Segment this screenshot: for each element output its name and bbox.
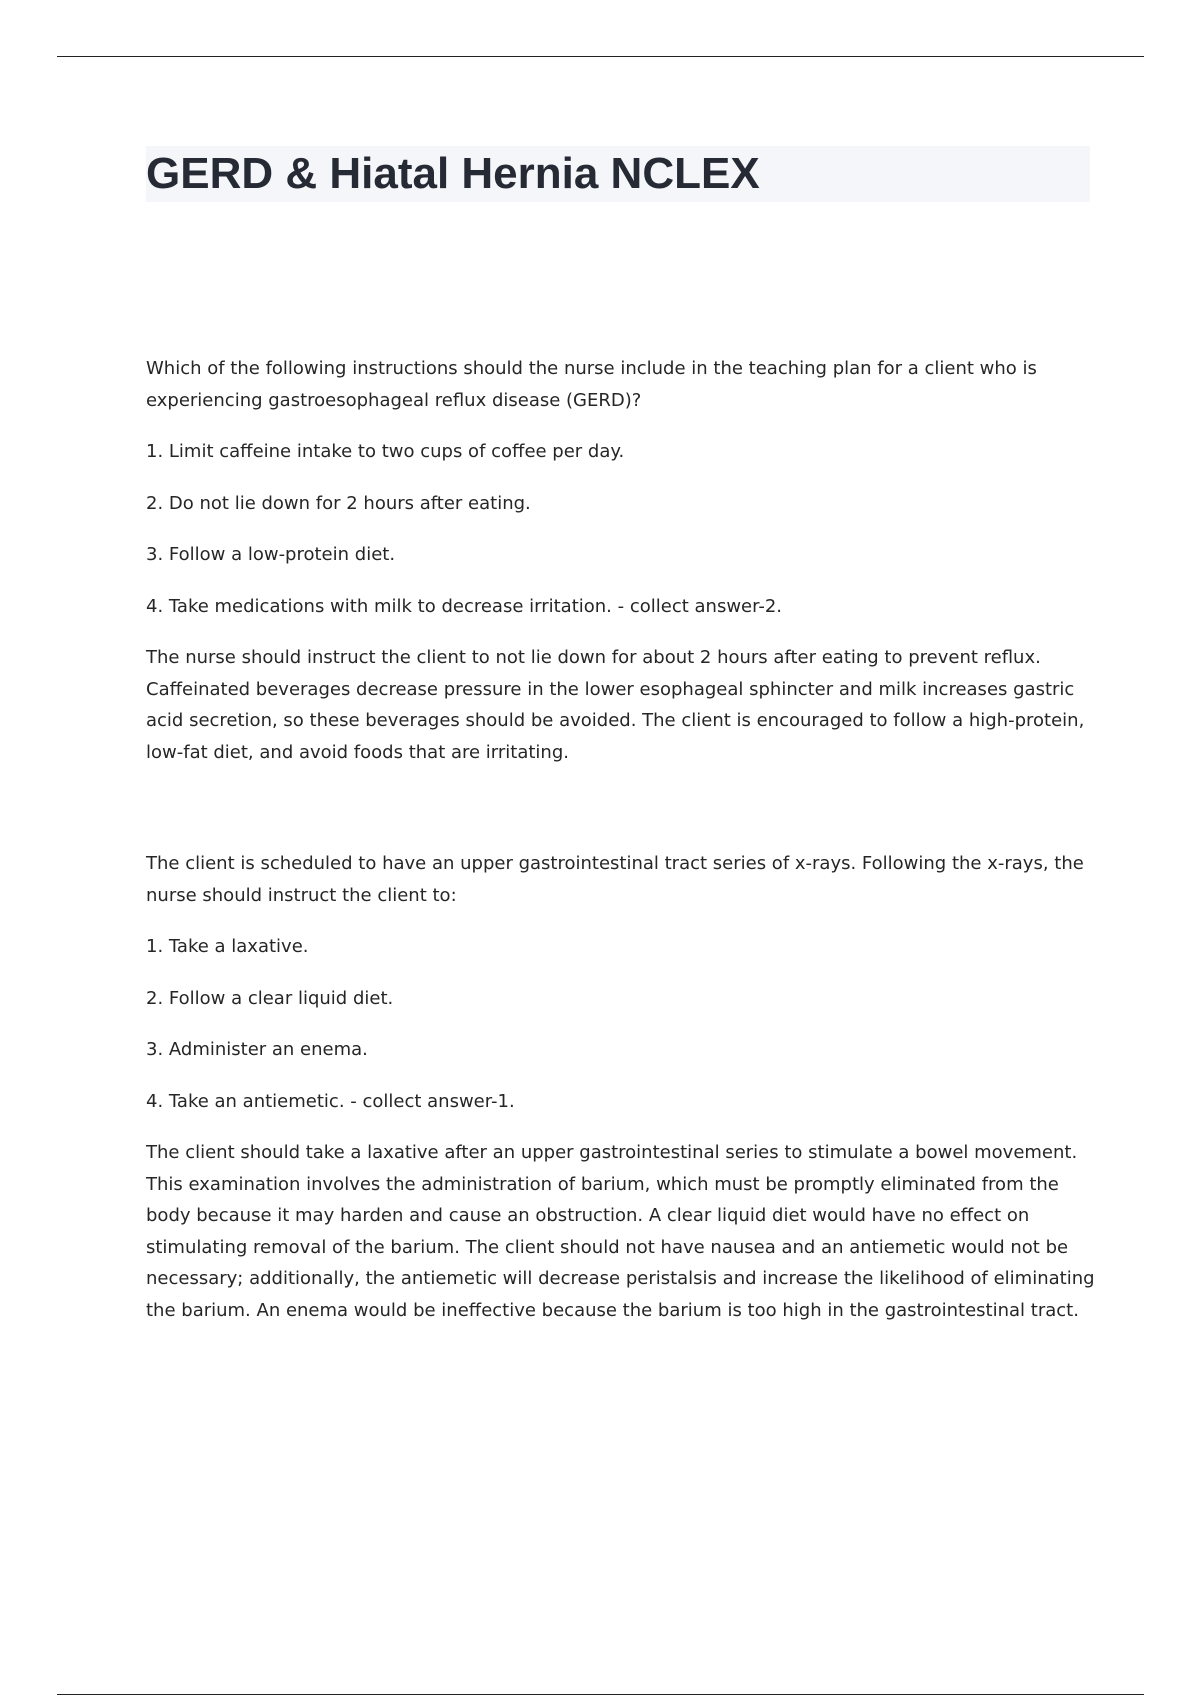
- answer-option-2: 2. Follow a clear liquid diet.: [146, 987, 394, 1009]
- section-spacer: [146, 788, 1096, 848]
- question-text: Which of the following instructions should the nurse include in the teaching plan for a client who is experiencing gastroesophageal reflux disease (GERD)?: [146, 358, 1037, 411]
- document-body: [146, 353, 1096, 1346]
- question-text: The client is scheduled to have an upper gastrointestinal tract series of x-rays. Following the x-rays, the nurse should instruct the client to:: [146, 853, 1084, 906]
- question-block-1: [146, 353, 1096, 768]
- answer-option-1: 1. Take a laxative.: [146, 936, 309, 957]
- question-block-2: [146, 848, 1096, 1326]
- answer-option-1: 1. Limit caffeine intake to two cups of coffee per day.: [146, 441, 625, 462]
- answer-option-3: 3. Administer an enema.: [146, 1039, 368, 1060]
- rationale-text: The nurse should instruct the client to not lie down for about 2 hours after eating to prevent reflux. Caffeinated beverages decrease pressure in the lower esophageal sphincter and milk increases gastric acid secretion, so these beverages should be avoided. The client is encouraged to follow a high-protein, low-fat diet, and avoid foods that are irritating.: [146, 647, 1085, 763]
- answer-option-3: 3. Follow a low-protein diet.: [146, 544, 396, 565]
- bottom-rule: [57, 1694, 1144, 1695]
- document-title: GERD & Hiatal Hernia NCLEX: [146, 149, 760, 198]
- answer-option-4: 4. Take an antiemetic. - collect answer-1.: [146, 1090, 515, 1112]
- answer-option-4: 4. Take medications with milk to decrease irritation. - collect answer-2.: [146, 595, 783, 617]
- answer-option-2: 2. Do not lie down for 2 hours after eating.: [146, 492, 531, 514]
- top-rule: [57, 56, 1144, 57]
- rationale-text: The client should take a laxative after an upper gastrointestinal series to stimulate a bowel movement. This examination involves the administration of barium, which must be promptly eliminated from the body because it may harden and cause an obstruction. A clear liquid diet would have no effect on stimulating removal of the barium. The client should not have nausea and an antiemetic would not be necessary; additionally, the antiemetic will decrease peristalsis and increase the likelihood of eliminating the barium. An enema would be ineffective because the barium is too high in the gastrointestinal tract.: [146, 1142, 1095, 1321]
